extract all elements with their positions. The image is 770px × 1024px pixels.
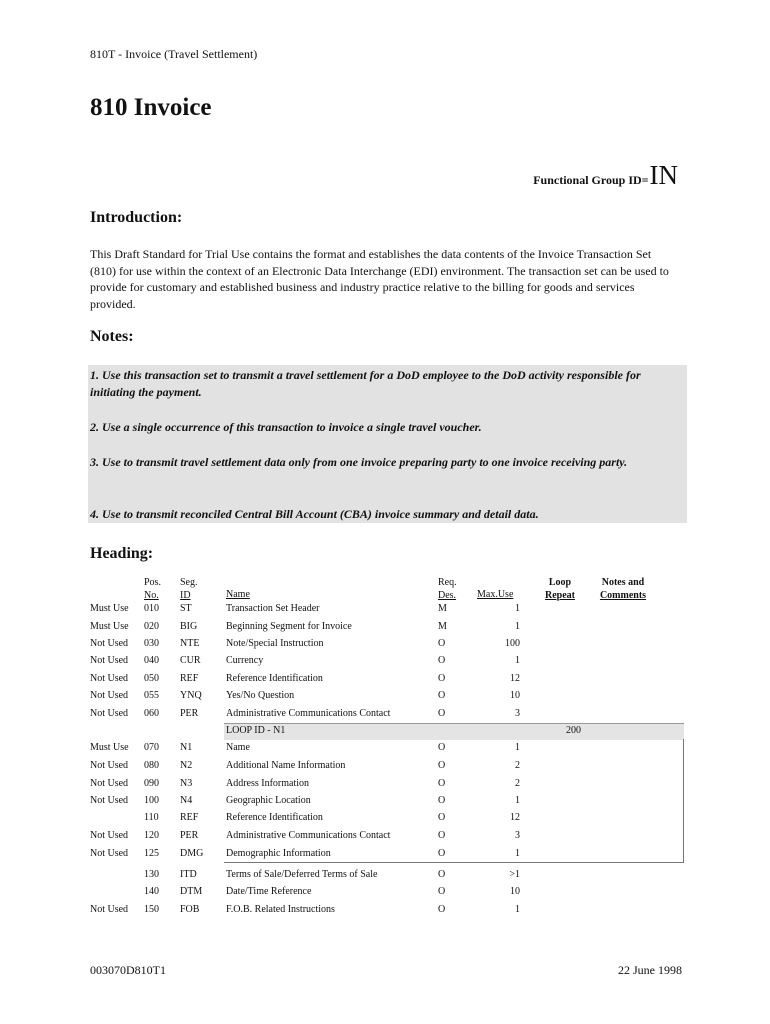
row-max-use: 3 (515, 830, 520, 841)
row-max-use: 1 (515, 603, 520, 614)
row-name: Transaction Set Header (226, 603, 320, 614)
row-name: Beginning Segment for Invoice (226, 621, 352, 632)
row-usage: Not Used (90, 638, 129, 649)
row-max-use: 1 (515, 742, 520, 753)
row-name: Date/Time Reference (226, 886, 312, 897)
row-pos-no: 070 (144, 742, 159, 753)
document-title: 810 Invoice (90, 94, 212, 121)
row-req-des: O (438, 795, 446, 806)
row-pos-no: 030 (144, 638, 159, 649)
col-header-req-line2: Des. (438, 589, 457, 601)
notes-box (88, 365, 687, 523)
col-header-loop-line1: Loop (548, 577, 572, 588)
introduction-text: This Draft Standard for Trial Use contains the format and establishes the data contents of the Invoice Transaction Set (810) for use within the context of an Electronic Data Interchange (EDI) environment. The transaction set can be used to provide for customary and established business and industry practice relative to the billing for goods and services provided. (90, 247, 669, 311)
functional-group-id (533, 160, 678, 191)
row-seg-id: CUR (180, 655, 201, 666)
note-item: 1. Use this transaction set to transmit a travel settlement for a DoD employee to the DoD activity responsible for initiating the payment. (90, 368, 641, 399)
row-max-use: 3 (515, 708, 520, 719)
col-header-notes-line1: Notes and (601, 577, 645, 588)
row-pos-no: 060 (144, 708, 159, 719)
col-header-req (438, 577, 457, 602)
row-usage: Not Used (90, 795, 129, 806)
row-name: Note/Special Instruction (226, 638, 324, 649)
row-name: Administrative Communications Contact (226, 708, 391, 719)
row-name: Yes/No Question (226, 690, 295, 701)
row-req-des: O (438, 869, 446, 880)
row-max-use: 1 (515, 904, 520, 915)
notes-heading: Notes: (90, 328, 134, 345)
row-seg-id: REF (180, 673, 199, 684)
row-usage: Not Used (90, 830, 129, 841)
row-usage: Not Used (90, 904, 129, 915)
functional-group-label: Functional Group ID= (533, 173, 649, 187)
row-usage: Must Use (90, 603, 129, 614)
row-max-use: 1 (515, 795, 520, 806)
row-pos-no: 140 (144, 886, 159, 897)
row-max-use: 12 (510, 812, 520, 823)
row-name: Name (226, 742, 250, 753)
row-name: Demographic Information (226, 848, 331, 859)
row-max-use: 1 (515, 621, 520, 632)
row-pos-no: 040 (144, 655, 159, 666)
col-header-loop (540, 577, 580, 602)
heading-section-title: Heading: (90, 545, 154, 562)
row-seg-id: N2 (180, 760, 193, 771)
row-usage: Not Used (90, 848, 129, 859)
running-head: 810T - Invoice (Travel Settlement) (90, 47, 258, 61)
row-name: F.O.B. Related Instructions (226, 904, 335, 915)
col-header-notes-line2: Comments (599, 589, 647, 601)
row-max-use: 2 (515, 760, 520, 771)
row-req-des: O (438, 886, 446, 897)
note-item: 4. Use to transmit reconciled Central Bill Account (CBA) invoice summary and detail data. (90, 507, 539, 521)
row-seg-id: DTM (180, 886, 203, 897)
row-pos-no: 055 (144, 690, 159, 701)
row-pos-no: 125 (144, 848, 159, 859)
row-usage: Not Used (90, 655, 129, 666)
introduction-heading: Introduction: (90, 209, 183, 226)
row-name: Reference Identification (226, 673, 323, 684)
row-max-use: 2 (515, 778, 520, 789)
row-name: Geographic Location (226, 795, 311, 806)
row-req-des: M (438, 603, 447, 614)
row-seg-id: PER (180, 708, 199, 719)
note-item: 2. Use a single occurrence of this transaction to invoice a single travel voucher. (90, 420, 482, 434)
row-name: Address Information (226, 778, 310, 789)
footer-right: 22 June 1998 (618, 963, 682, 977)
functional-group-value: IN (649, 160, 678, 190)
row-max-use: 10 (510, 690, 520, 701)
row-seg-id: ST (180, 603, 192, 614)
row-req-des: O (438, 638, 446, 649)
row-seg-id: BIG (180, 621, 198, 632)
row-pos-no: 010 (144, 603, 159, 614)
col-header-pos (144, 577, 161, 602)
row-usage: Must Use (90, 742, 129, 753)
footer-left: 003070D810T1 (90, 963, 166, 977)
row-name: Currency (226, 655, 264, 666)
row-pos-no: 150 (144, 904, 159, 915)
col-header-seg-line1: Seg. (180, 577, 198, 588)
row-seg-id: YNQ (180, 690, 202, 701)
row-pos-no: 090 (144, 778, 159, 789)
row-pos-no: 050 (144, 673, 159, 684)
row-seg-id: N3 (180, 778, 193, 789)
row-seg-id: N4 (180, 795, 193, 806)
col-header-notes (596, 577, 650, 602)
row-req-des: O (438, 655, 446, 666)
row-max-use: >1 (509, 869, 520, 880)
row-usage: Not Used (90, 673, 129, 684)
note-item: 3. Use to transmit travel settlement data only from one invoice preparing party to one invoice receiving party. (90, 455, 628, 469)
col-header-loop-line2: Repeat (545, 589, 575, 601)
row-req-des: O (438, 848, 446, 859)
loop-id-label: LOOP ID - N1 (226, 725, 286, 736)
row-usage: Not Used (90, 708, 129, 719)
row-max-use: 10 (510, 886, 520, 897)
row-max-use: 1 (515, 655, 520, 666)
row-usage: Not Used (90, 690, 129, 701)
row-seg-id: NTE (180, 638, 200, 649)
row-pos-no: 130 (144, 869, 159, 880)
row-req-des: O (438, 708, 446, 719)
row-max-use: 1 (515, 848, 520, 859)
row-usage: Not Used (90, 778, 129, 789)
col-header-pos-line1: Pos. (144, 577, 161, 588)
row-req-des: O (438, 830, 446, 841)
row-usage: Must Use (90, 621, 129, 632)
loop-repeat-value: 200 (566, 725, 581, 736)
row-name: Reference Identification (226, 812, 323, 823)
col-header-seg-line2: ID (180, 589, 191, 601)
row-pos-no: 100 (144, 795, 159, 806)
row-req-des: O (438, 904, 446, 915)
col-header-req-line1: Req. (438, 577, 457, 588)
row-pos-no: 110 (144, 812, 159, 823)
row-req-des: O (438, 778, 446, 789)
row-req-des: O (438, 690, 446, 701)
row-seg-id: PER (180, 830, 199, 841)
row-req-des: M (438, 621, 447, 632)
row-pos-no: 020 (144, 621, 159, 632)
col-header-name: Name (226, 589, 250, 600)
loop-bar (224, 723, 684, 740)
row-seg-id: N1 (180, 742, 193, 753)
row-pos-no: 080 (144, 760, 159, 771)
row-name: Additional Name Information (226, 760, 346, 771)
row-req-des: O (438, 742, 446, 753)
col-header-seg (180, 577, 198, 602)
row-name: Terms of Sale/Deferred Terms of Sale (226, 869, 378, 880)
row-seg-id: DMG (180, 848, 204, 859)
row-max-use: 100 (505, 638, 520, 649)
col-header-pos-line2: No. (144, 589, 159, 601)
row-req-des: O (438, 812, 446, 823)
row-usage: Not Used (90, 760, 129, 771)
row-req-des: O (438, 673, 446, 684)
row-max-use: 12 (510, 673, 520, 684)
row-seg-id: REF (180, 812, 199, 823)
row-seg-id: ITD (180, 869, 197, 880)
col-header-maxuse: Max.Use (477, 589, 514, 600)
row-seg-id: FOB (180, 904, 200, 915)
row-name: Administrative Communications Contact (226, 830, 391, 841)
row-pos-no: 120 (144, 830, 159, 841)
row-req-des: O (438, 760, 446, 771)
